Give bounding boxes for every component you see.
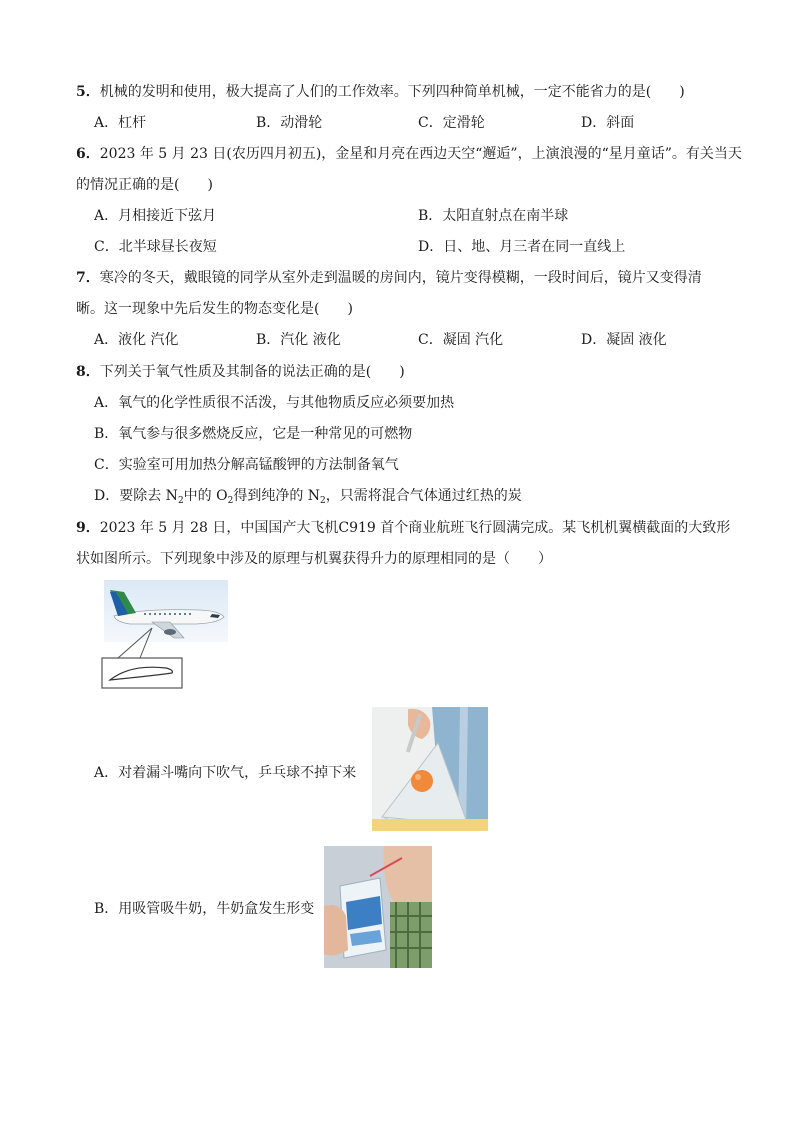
option-d: D．要除去 $N_2$中的 $O_2$得到纯净的 $N_2$，只需将混合气体通过红热的炭 (94, 488, 522, 506)
funnel-photo (372, 707, 488, 831)
question-text-cont: 的情况正确的是( ) (76, 177, 213, 193)
option-d: D．日、地、月三者在同一直线上 (418, 239, 626, 255)
question-number: 9． (76, 520, 100, 536)
question-7 (76, 268, 702, 288)
option-c: C．凝固 汽化 (418, 332, 504, 348)
option-a: A．对着漏斗嘴向下吹气，乒乓球不掉下来 (94, 765, 357, 781)
question-number: 8． (76, 364, 100, 380)
airplane-wing-figure (100, 580, 230, 692)
question-text: 下列关于氧气性质及其制备的说法正确的是( ) (99, 364, 405, 380)
option-a: A．氧气的化学性质很不活泼，与其他物质反应必须要加热 (94, 395, 455, 411)
option-c: C．北半球昼长夜短 (94, 239, 217, 255)
question-text: 寒冷的冬天，戴眼镜的同学从室外走到温暖的房间内，镜片变得模糊，一段时间后，镜片又变得清 (99, 270, 702, 286)
question-number: 6． (76, 146, 100, 162)
option-b: B．动滑轮 (256, 115, 323, 131)
question-9 (76, 518, 730, 538)
option-c: C．实验室可用加热分解高锰酸钾的方法制备氧气 (94, 457, 399, 473)
option-a: A．月相接近下弦月 (94, 208, 217, 224)
option-c: C．定滑轮 (418, 115, 485, 131)
option-b: B．汽化 液化 (256, 332, 341, 348)
option-b: B．太阳直射点在南半球 (418, 208, 569, 224)
milk-box-icon (324, 846, 432, 968)
question-5 (76, 82, 685, 102)
question-number: 5． (76, 84, 100, 100)
question-8 (76, 362, 405, 382)
option-b: B．用吸管吸牛奶，牛奶盒发生形变 (94, 901, 315, 917)
option-a: A．杠杆 (94, 115, 147, 131)
airplane-icon (100, 580, 230, 692)
funnel-icon (372, 707, 488, 831)
question-text-cont: 晰。这一现象中先后发生的物态变化是( ) (76, 301, 353, 317)
option-b: B．氧气参与很多燃烧反应，它是一种常见的可燃物 (94, 426, 413, 442)
question-text: 机械的发明和使用，极大提高了人们的工作效率。下列四种简单机械，一定不能省力的是( ) (99, 84, 685, 100)
option-d: D．斜面 (581, 115, 635, 131)
option-d: D．凝固 液化 (581, 332, 667, 348)
milk-box-photo (324, 846, 432, 968)
option-a: A．液化 汽化 (94, 332, 179, 348)
question-number: 7． (76, 270, 100, 286)
question-text: 2023 年 5 月 23 日(农历四月初五)，金星和月亮在西边天空“邂逅”，上演浪漫的“星月童话”。有关当天 (99, 146, 742, 162)
question-6 (76, 144, 742, 164)
question-text: 2023 年 5 月 28 日，中国国产大飞机C919 首个商业航班飞行圆满完成。某飞机机翼横截面的大致形 (99, 520, 731, 536)
question-text-cont: 状如图所示。下列现象中涉及的原理与机翼获得升力的原理相同的是（ ） (76, 551, 552, 567)
